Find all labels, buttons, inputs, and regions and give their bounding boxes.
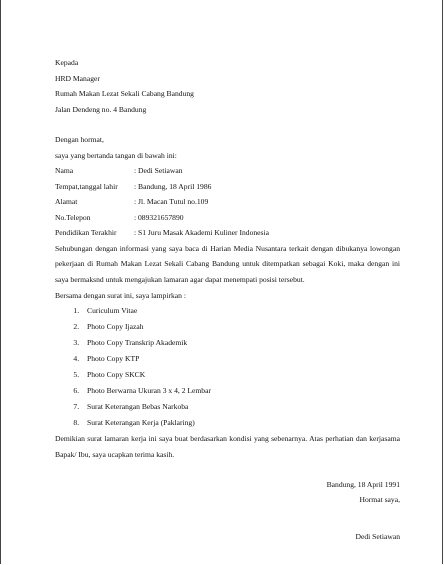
- attachment-item: 8. Surat Keterangan Kerja (Paklaring): [81, 415, 400, 431]
- attachment-item: 2. Photo Copy Ijazah: [81, 319, 400, 335]
- identity-label: No.Telepon: [55, 212, 91, 222]
- regards: Hormat saya,: [359, 494, 400, 504]
- identity-value: : Jl. Macan Tutul no.109: [134, 197, 209, 206]
- attachment-item: 5. Photo Copy SKCK: [81, 367, 400, 383]
- attachments-intro: Bersama dengan surat ini, saya lampirkan :: [55, 290, 186, 300]
- salutation: Dengan hormat,: [55, 135, 104, 144]
- recipient-to: Kepada: [55, 58, 79, 67]
- identity-row: [55, 163, 400, 179]
- attachments-list: [55, 303, 400, 431]
- identity-value: : Dedi Setiawan: [134, 166, 183, 175]
- intro-line: saya yang bertanda tangan di bawah ini:: [55, 150, 177, 160]
- recipient-position: HRD Manager: [55, 73, 100, 83]
- identity-row: [55, 210, 400, 226]
- recipient-company: Rumah Makan Lezat Sekali Cabang Bandung: [55, 89, 194, 98]
- attachment-item: 7. Surat Keterangan Bebas Narkoba: [81, 399, 400, 415]
- closing-block: [55, 477, 400, 545]
- identity-value: : S1 Juru Masak Akademi Kuliner Indonesia: [134, 228, 269, 237]
- identity-row: [55, 179, 400, 195]
- identity-label: Pendidikan Terakhir: [55, 228, 117, 237]
- cover-letter: [55, 55, 400, 544]
- identity-row: [55, 225, 400, 241]
- identity-label: Alamat: [55, 197, 78, 206]
- attachment-item: 1. Curiculum Vitae: [81, 303, 400, 319]
- attachment-item: 6. Photo Berwarna Ukuran 3 x 4, 2 Lembar: [81, 383, 400, 399]
- place-date: Bandung, 18 April 1991: [326, 479, 400, 489]
- attachment-item: 3. Photo Copy Transkrip Akademik: [81, 335, 400, 351]
- identity-row: [55, 194, 400, 210]
- body-paragraph: Sehubungan dengan informasi yang saya baca di Harian Media Nusantara terkait dengan dibukanya lowongan pekerjaan di Rumah Makan Lezat Sekali Cabang Bandung untuk ditempatkan sebagai Koki, maka dengan ini saya bermaksnd untuk mengajukan lamaran agar dapat menempati posisi tersebut.: [55, 243, 400, 285]
- identity-label: Nama: [55, 166, 74, 175]
- identity-list: [55, 163, 400, 241]
- identity-label: Tempat,tanggal lahir: [55, 181, 118, 191]
- recipient-address: Jalan Dendeng no. 4 Bandung: [55, 104, 147, 114]
- closing-paragraph: Demikian surat lamaran kerja ini saya buat berdasarkan kondisi yang sebenarnya. Atas perhatian dan kerjasama Bapak/ Ibu, saya ucapkan terima kasih.: [55, 434, 400, 460]
- attachment-item: 4. Photo Copy KTP: [81, 351, 400, 367]
- signature-name: Dedi Setiawan: [355, 531, 400, 541]
- identity-value: : 089321657890: [134, 212, 184, 222]
- identity-value: : Bandung, 18 April 1986: [134, 181, 212, 191]
